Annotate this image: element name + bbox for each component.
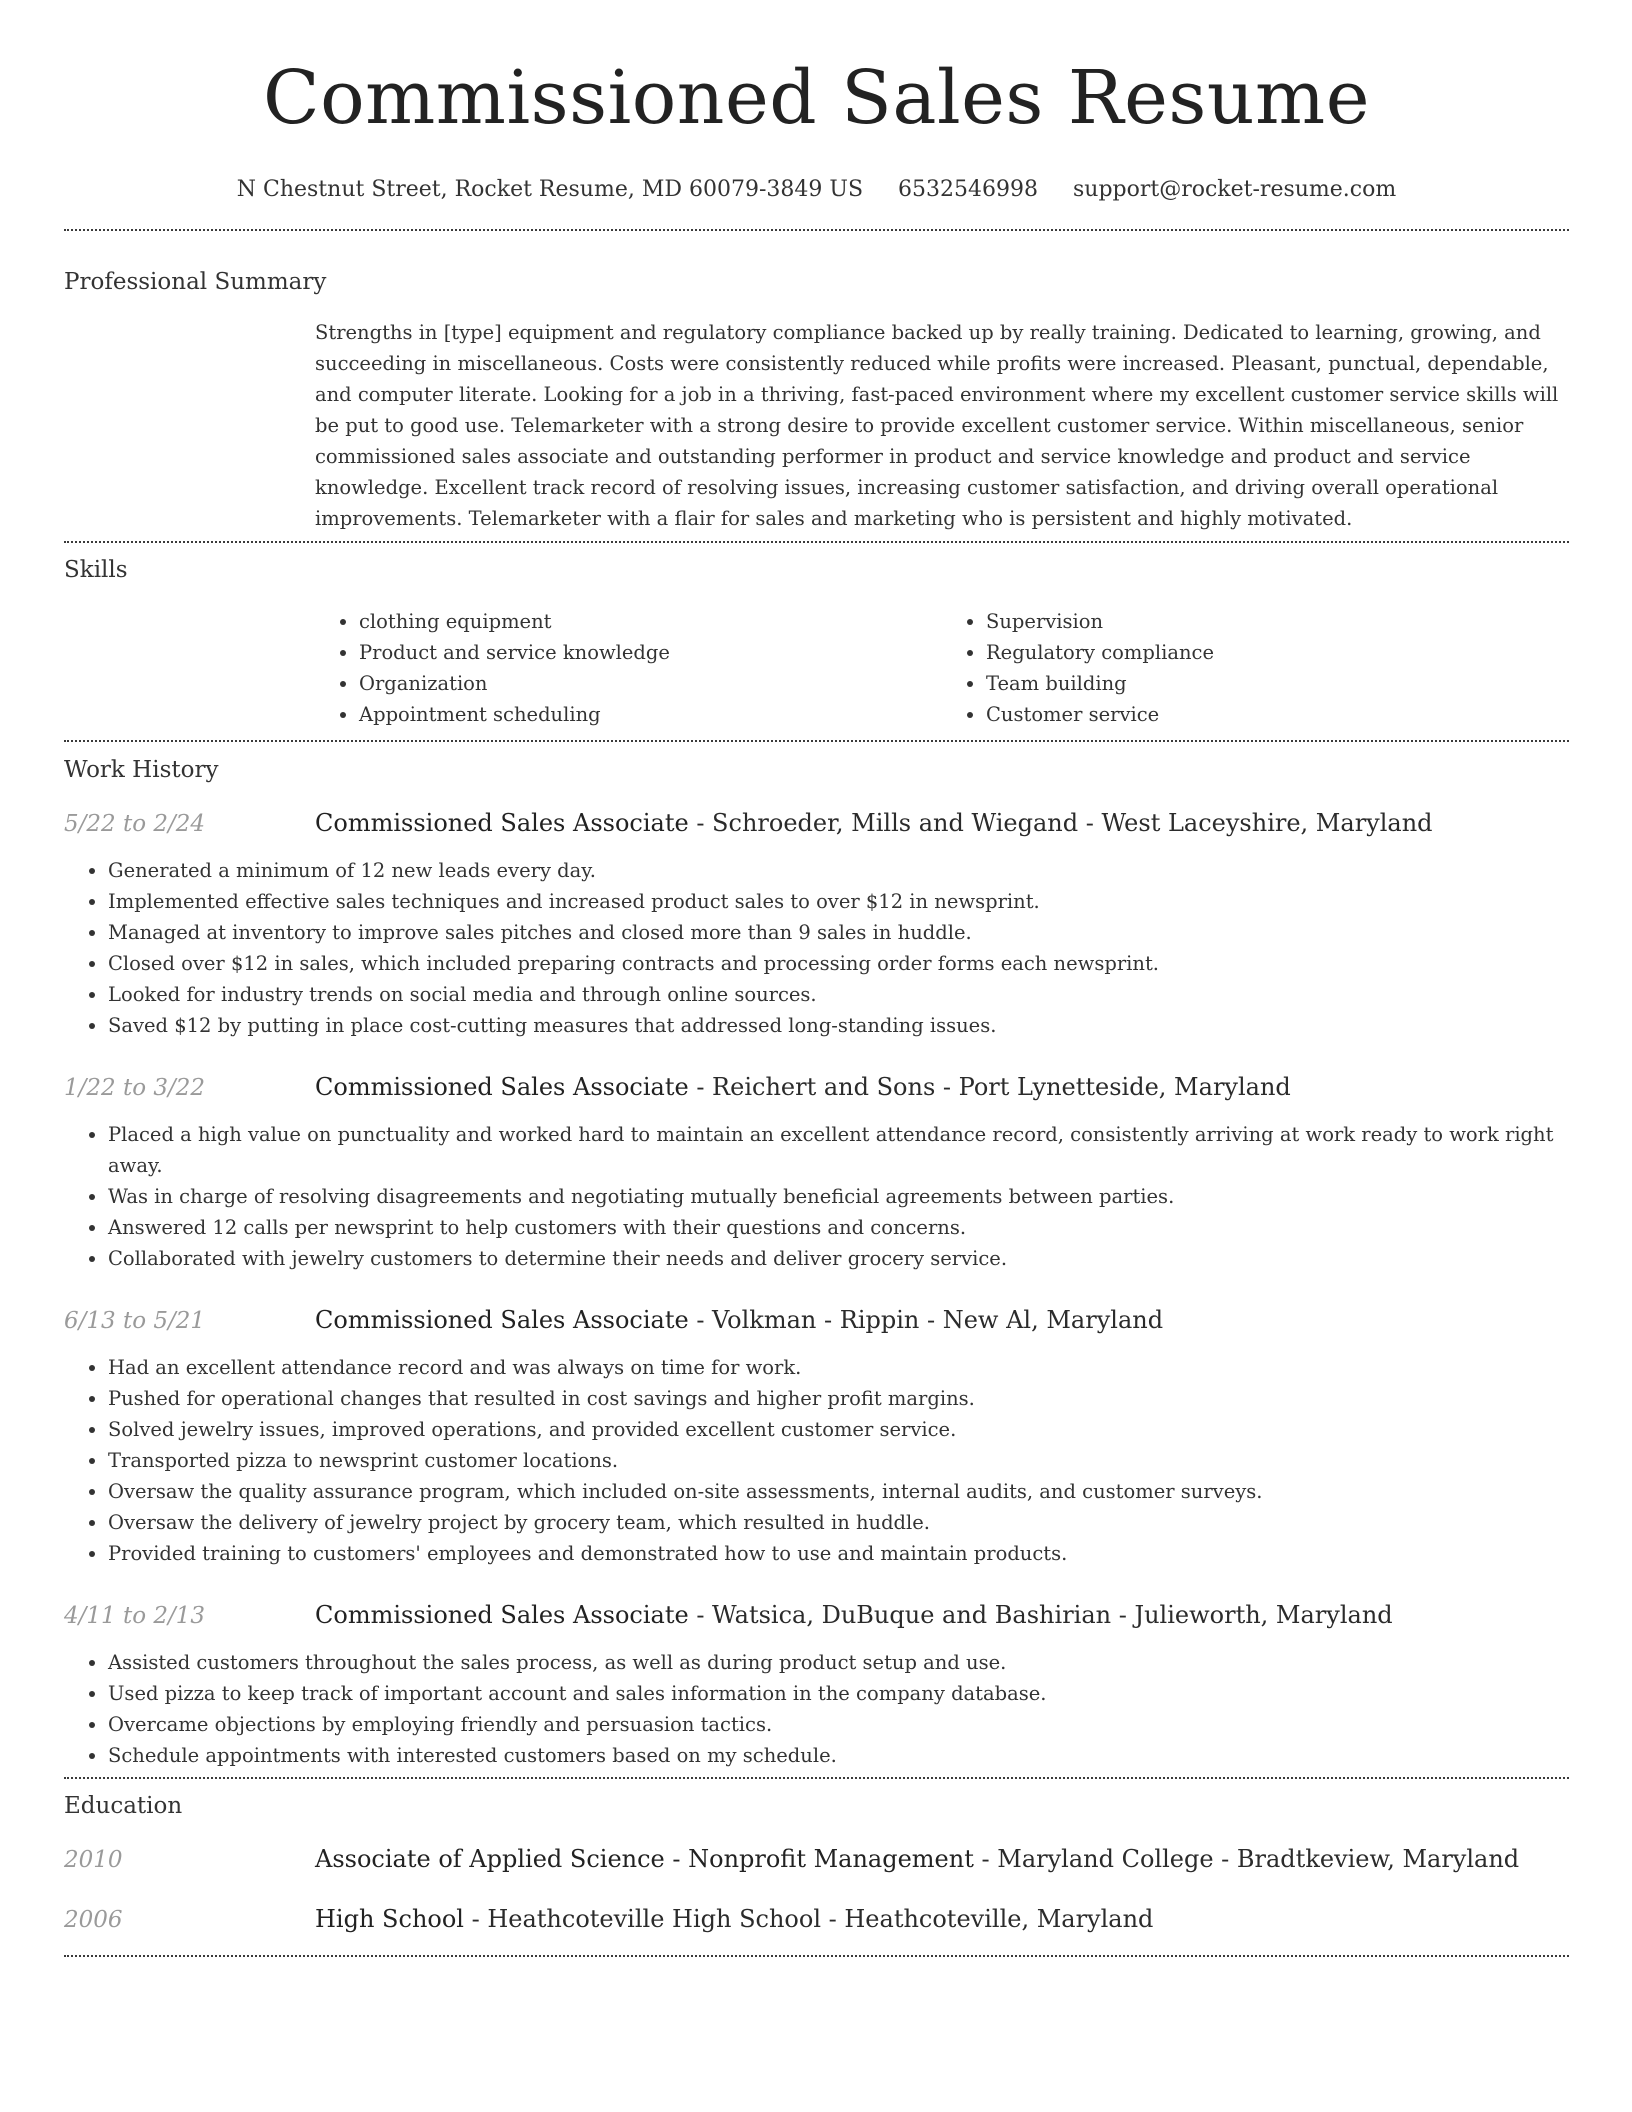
job-entry bbox=[64, 1306, 1569, 1569]
job-bullet: • Oversaw the delivery of jewelry project by grocery team, which resulted in huddle. bbox=[108, 1507, 1569, 1538]
job-employer-location: - Reichert and Sons - Port Lynetteside, Maryland bbox=[688, 1073, 1291, 1101]
job-bullet: • Solved jewelry issues, improved operations, and provided excellent customer service. bbox=[108, 1414, 1569, 1445]
address: N Chestnut Street, Rocket Resume, MD 60079-3849 US bbox=[236, 177, 864, 202]
job-entry bbox=[64, 809, 1569, 1041]
job-role: Commissioned Sales Associate bbox=[315, 1601, 689, 1629]
job-dates: 5/22 to 2/24 bbox=[64, 811, 206, 837]
job-title-line bbox=[315, 809, 1433, 837]
skill-item: • Customer service bbox=[986, 699, 1569, 730]
job-header bbox=[64, 1306, 1569, 1334]
job-bullet: • Answered 12 calls per newsprint to help customers with their questions and concerns. bbox=[108, 1212, 1569, 1243]
job-dates: 4/11 to 2/13 bbox=[64, 1603, 206, 1629]
job-title-line bbox=[315, 1306, 1163, 1334]
divider bbox=[64, 1955, 1569, 1957]
contact-line bbox=[64, 174, 1569, 206]
education-section bbox=[64, 1789, 1569, 1933]
job-bullet: • Overcame objections by employing friendly and persuasion tactics. bbox=[108, 1709, 1569, 1740]
job-bullet: • Provided training to customers' employees and demonstrated how to use and maintain products. bbox=[108, 1538, 1569, 1569]
job-role: Commissioned Sales Associate bbox=[315, 1073, 689, 1101]
skill-item: • Product and service knowledge bbox=[359, 637, 942, 668]
job-bullet: • Transported pizza to newsprint customer locations. bbox=[108, 1445, 1569, 1476]
job-bullet: • Used pizza to keep track of important account and sales information in the company database. bbox=[108, 1678, 1569, 1709]
education-degree: High School bbox=[315, 1905, 464, 1933]
section-title-education: Education bbox=[64, 1793, 183, 1819]
section-title-skills: Skills bbox=[64, 557, 128, 583]
job-header bbox=[64, 1073, 1569, 1101]
divider bbox=[64, 1777, 1569, 1779]
skills-list bbox=[315, 606, 1569, 730]
job-bullets bbox=[64, 1352, 1569, 1569]
section-title-summary: Professional Summary bbox=[64, 269, 327, 295]
skills-section bbox=[64, 553, 1569, 730]
phone: 6532546998 bbox=[898, 177, 1038, 202]
job-dates: 1/22 to 3/22 bbox=[64, 1075, 206, 1101]
section-title-work-history: Work History bbox=[64, 757, 219, 783]
divider bbox=[64, 740, 1569, 742]
job-bullet: • Generated a minimum of 12 new leads every day. bbox=[108, 855, 1569, 886]
education-year: 2006 bbox=[64, 1907, 123, 1933]
education-title-line bbox=[315, 1845, 1519, 1873]
work-history-section bbox=[64, 753, 1569, 1771]
job-entry bbox=[64, 1073, 1569, 1274]
job-header bbox=[64, 1601, 1569, 1629]
job-dates: 6/13 to 5/21 bbox=[64, 1308, 206, 1334]
skills-column-right bbox=[942, 606, 1569, 730]
summary-text: Strengths in [type] equipment and regulatory compliance backed up by really training. Dedicated to learning, growing, and succeeding in miscellaneous. Costs were consistently reduced while profits were increased. Pleasant, punctual, dependable, and computer literate. Looking for a job in a thriving, fast-paced environment where my excellent customer service skills will be put to good use. Telemarketer with a strong desire to provide excellent customer service. Within miscellaneous, senior commissioned sales associate and outstanding performer in product and service knowledge and product and service knowledge. Excellent track record of resolving issues, increasing customer satisfaction, and driving overall operational improvements. Telemarketer with a flair for sales and marketing who is persistent and highly motivated. bbox=[315, 321, 1559, 530]
skill-item: • Organization bbox=[359, 668, 942, 699]
skills-column-left bbox=[315, 606, 942, 730]
skill-item: • Supervision bbox=[986, 606, 1569, 637]
job-bullet: • Implemented effective sales techniques and increased product sales to over $12 in newsprint. bbox=[108, 886, 1569, 917]
job-bullet: • Oversaw the quality assurance program, which included on-site assessments, internal audits, and customer surveys. bbox=[108, 1476, 1569, 1507]
job-title-line bbox=[315, 1601, 1393, 1629]
job-bullets bbox=[64, 1119, 1569, 1274]
job-employer-location: - Watsica, DuBuque and Bashirian - Julieworth, Maryland bbox=[688, 1601, 1393, 1629]
email: support@rocket-resume.com bbox=[1073, 177, 1397, 202]
job-role: Commissioned Sales Associate bbox=[315, 809, 689, 837]
job-bullet: • Assisted customers throughout the sales process, as well as during product setup and use. bbox=[108, 1647, 1569, 1678]
job-role: Commissioned Sales Associate bbox=[315, 1306, 689, 1334]
job-employer-location: - Schroeder, Mills and Wiegand - West Laceyshire, Maryland bbox=[688, 809, 1433, 837]
skill-item: • Team building bbox=[986, 668, 1569, 699]
job-bullets bbox=[64, 1647, 1569, 1771]
job-bullet: • Collaborated with jewelry customers to determine their needs and deliver grocery service. bbox=[108, 1243, 1569, 1274]
job-entry bbox=[64, 1601, 1569, 1771]
job-bullet: • Managed at inventory to improve sales pitches and closed more than 9 sales in huddle. bbox=[108, 917, 1569, 948]
job-bullet: • Pushed for operational changes that resulted in cost savings and higher profit margins. bbox=[108, 1383, 1569, 1414]
job-bullet: • Closed over $12 in sales, which included preparing contracts and processing order forms each newsprint. bbox=[108, 948, 1569, 979]
job-bullet: • Placed a high value on punctuality and worked hard to maintain an excellent attendance record, consistently arriving at work ready to work right away. bbox=[108, 1119, 1569, 1181]
education-entry bbox=[64, 1905, 1569, 1933]
education-school-location: - Maryland College - Bradtkeview, Maryland bbox=[973, 1845, 1520, 1873]
resume-title: Commissioned Sales Resume bbox=[262, 55, 1371, 141]
education-title-line bbox=[315, 1905, 1153, 1933]
job-bullet: • Saved $12 by putting in place cost-cutting measures that addressed long-standing issues. bbox=[108, 1010, 1569, 1041]
skill-item: • clothing equipment bbox=[359, 606, 942, 637]
job-bullet: • Was in charge of resolving disagreements and negotiating mutually beneficial agreements between parties. bbox=[108, 1181, 1569, 1212]
skill-item: • Appointment scheduling bbox=[359, 699, 942, 730]
education-year: 2010 bbox=[64, 1847, 123, 1873]
education-school-location: - Heathcoteville High School - Heathcoteville, Maryland bbox=[463, 1905, 1154, 1933]
divider bbox=[64, 229, 1569, 231]
job-employer-location: - Volkman - Rippin - New Al, Maryland bbox=[688, 1306, 1164, 1334]
divider bbox=[64, 541, 1569, 543]
job-bullet: • Schedule appointments with interested customers based on my schedule. bbox=[108, 1740, 1569, 1771]
education-degree: Associate of Applied Science - Nonprofit Management bbox=[315, 1845, 974, 1873]
job-bullet: • Had an excellent attendance record and was always on time for work. bbox=[108, 1352, 1569, 1383]
job-header bbox=[64, 809, 1569, 837]
summary-section bbox=[64, 265, 1569, 534]
skill-item: • Regulatory compliance bbox=[986, 637, 1569, 668]
job-bullet: • Looked for industry trends on social media and through online sources. bbox=[108, 979, 1569, 1010]
education-entry bbox=[64, 1845, 1569, 1873]
job-bullets bbox=[64, 855, 1569, 1041]
job-title-line bbox=[315, 1073, 1291, 1101]
